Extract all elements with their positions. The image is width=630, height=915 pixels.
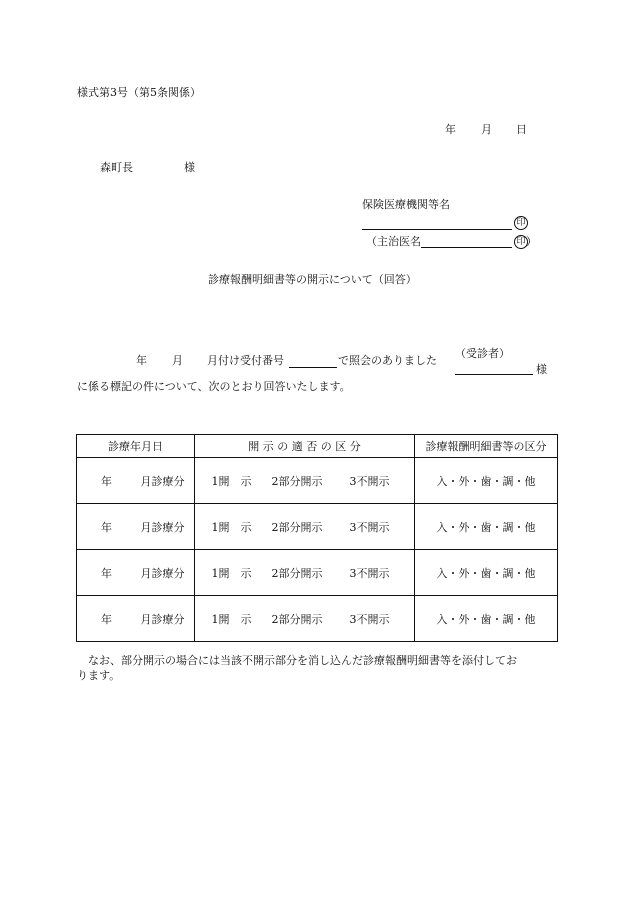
inquiry-receipt-label: 月付け受付番号	[207, 354, 284, 367]
institution-name-field[interactable]	[362, 216, 512, 230]
date-month-label: 月	[481, 123, 492, 136]
table-row	[77, 596, 558, 642]
disclosure-table	[76, 434, 558, 642]
date-year-label: 年	[445, 123, 456, 136]
header-disclosure-category: 開 示 の 適 否 の 区 分	[195, 435, 415, 458]
institution-seal: 印	[514, 216, 528, 230]
disclosure-options-cell[interactable]: 1開 示 2部分開示 3不開示	[195, 458, 415, 504]
statement-kinds-cell[interactable]: 入・外・歯・調・他	[415, 504, 558, 550]
statement-kinds-cell[interactable]: 入・外・歯・調・他	[415, 596, 558, 642]
inquiry-year-label: 年	[136, 354, 147, 367]
form-number: 様式第3号（第5条関係）	[77, 86, 201, 99]
disclosure-options-cell[interactable]: 1開 示 2部分開示 3不開示	[195, 504, 415, 550]
statement-kinds-cell[interactable]: 入・外・歯・調・他	[415, 458, 558, 504]
disclosure-options-cell[interactable]: 1開 示 2部分開示 3不開示	[195, 550, 415, 596]
header-treatment-date: 診療年月日	[77, 435, 195, 458]
date-day-label: 日	[516, 123, 527, 136]
treatment-date-cell[interactable]: 年 月診療分	[77, 458, 195, 504]
patient-name-field[interactable]	[455, 362, 533, 375]
addressee-name: 森町長	[100, 161, 133, 174]
statement-kinds-cell[interactable]: 入・外・歯・調・他	[415, 550, 558, 596]
note-line-1: なお、部分開示の場合には当該不開示部分を消し込んだ診療報酬明細書等を添付してお	[88, 654, 517, 667]
inquiry-month-label: 月	[172, 354, 183, 367]
treatment-date-cell[interactable]: 年 月診療分	[77, 504, 195, 550]
note-line-2: ります。	[77, 669, 121, 682]
addressee-honorific: 様	[184, 161, 195, 174]
header-statement-category: 診療報酬明細書等の区分	[415, 435, 558, 458]
reply-intro-text: に係る標記の件について、次のとおり回答いたします。	[77, 380, 351, 393]
treatment-date-cell[interactable]: 年 月診療分	[77, 596, 195, 642]
disclosure-options-cell[interactable]: 1開 示 2部分開示 3不開示	[195, 596, 415, 642]
doctor-close-paren: ）	[526, 235, 537, 248]
doctor-name-field[interactable]	[421, 236, 512, 248]
treatment-date-cell[interactable]: 年 月診療分	[77, 550, 195, 596]
institution-label: 保険医療機関等名	[362, 198, 450, 211]
doctor-label: （主治医名	[366, 235, 421, 248]
patient-honorific: 様	[536, 363, 547, 376]
table-header-row	[77, 435, 558, 458]
document-title: 診療報酬明細書等の開示について（回答）	[208, 273, 417, 286]
doctor-seal: 印	[514, 235, 528, 249]
table-row	[77, 504, 558, 550]
receipt-number-field[interactable]	[289, 355, 337, 368]
table-row	[77, 550, 558, 596]
table-row	[77, 458, 558, 504]
inquiry-tail-text: で照会のありました	[338, 354, 437, 367]
patient-label: （受診者）	[455, 347, 510, 360]
